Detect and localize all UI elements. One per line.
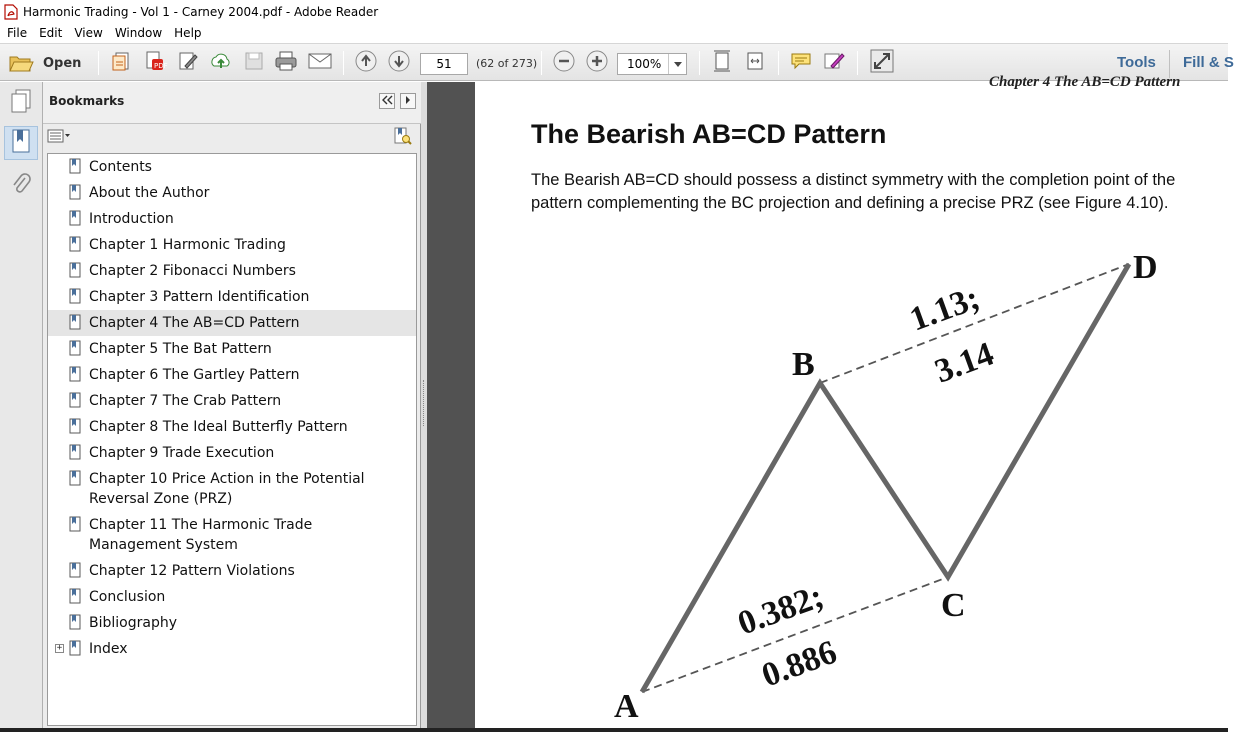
bookmark-icon xyxy=(69,614,81,630)
adobe-pdf-icon xyxy=(4,4,18,20)
arrow-up-icon xyxy=(355,50,377,77)
menu-bar xyxy=(0,23,1228,43)
bookmark-icon xyxy=(69,314,81,330)
bookmark-label: Introduction xyxy=(89,211,174,227)
point-label-d: D xyxy=(1133,249,1158,286)
toolbar-separator xyxy=(699,51,700,75)
full-screen-button[interactable] xyxy=(868,51,896,75)
bookmark-item[interactable] xyxy=(48,466,416,512)
bookmark-label: Chapter 8 The Ideal Butterfly Pattern xyxy=(89,419,348,435)
bookmark-icon xyxy=(69,516,81,532)
envelope-icon xyxy=(307,51,333,76)
bookmark-icon xyxy=(69,340,81,356)
bookmark-icon xyxy=(69,210,81,226)
ratio-ac-line2: 0.886 xyxy=(757,633,842,695)
open-label: Open xyxy=(43,55,82,71)
fit-width-icon xyxy=(744,50,766,77)
chevron-right-icon xyxy=(404,92,412,110)
svg-text:PDF: PDF xyxy=(154,61,168,70)
fit-width-button[interactable] xyxy=(742,51,768,75)
fit-page-button[interactable] xyxy=(709,51,735,75)
bookmark-icon xyxy=(69,588,81,604)
bookmark-label: Chapter 12 Pattern Violations xyxy=(89,563,295,579)
bookmark-item[interactable] xyxy=(48,284,416,310)
pdf-page xyxy=(475,74,1228,728)
bookmark-item[interactable] xyxy=(48,362,416,388)
menu-view[interactable]: View xyxy=(74,26,103,40)
attachments-button[interactable] xyxy=(4,170,38,204)
save-button[interactable] xyxy=(241,51,267,75)
zoom-out-button[interactable] xyxy=(551,51,577,75)
cloud-upload-icon xyxy=(209,50,233,77)
bookmark-item[interactable] xyxy=(48,232,416,258)
plus-circle-icon xyxy=(586,50,608,77)
speech-bubble-icon xyxy=(790,51,812,76)
bookmark-label: Index xyxy=(89,641,128,657)
expand-plus-icon[interactable]: + xyxy=(56,643,63,653)
bookmark-label: Chapter 4 The AB=CD Pattern xyxy=(89,315,300,331)
create-pdf-button[interactable] xyxy=(108,51,134,75)
navigation-rail xyxy=(0,82,43,732)
folder-icon xyxy=(8,52,34,74)
open-button[interactable] xyxy=(8,51,80,75)
bookmark-icon xyxy=(69,366,81,382)
bookmarks-toolbar xyxy=(43,124,421,152)
pencil-edit-icon xyxy=(177,50,199,77)
paperclip-icon xyxy=(10,172,32,203)
splitter-grip[interactable] xyxy=(423,380,425,426)
bookmark-icon xyxy=(69,288,81,304)
bookmark-label: Chapter 3 Pattern Identification xyxy=(89,289,310,305)
bookmark-label: Chapter 5 The Bat Pattern xyxy=(89,341,272,357)
comment-button[interactable] xyxy=(788,51,814,75)
bookmarks-header xyxy=(43,82,421,124)
bookmark-item[interactable] xyxy=(48,558,416,584)
bookmarks-list xyxy=(47,153,417,726)
tools-link[interactable]: Tools xyxy=(1117,54,1156,71)
bookmark-item[interactable] xyxy=(48,512,416,558)
bookmark-icon xyxy=(69,184,81,200)
bookmark-label: Chapter 10 Price Action in the Potential Reversal Zone (PRZ) xyxy=(89,471,365,507)
minus-circle-icon xyxy=(553,50,575,77)
point-label-c: C xyxy=(941,587,966,624)
collapse-panel-button[interactable] xyxy=(379,93,395,109)
bookmark-icon xyxy=(69,158,81,174)
title-bar xyxy=(0,0,1228,23)
bookmarks-tab-button[interactable] xyxy=(4,126,38,160)
bookmarks-panel xyxy=(43,82,421,732)
bookmark-item[interactable] xyxy=(48,414,416,440)
options-menu-button[interactable] xyxy=(47,129,73,147)
edit-button[interactable] xyxy=(175,51,201,75)
section-heading: The Bearish AB=CD Pattern xyxy=(531,119,887,149)
bookmark-label: Chapter 11 The Harmonic Trade Management System xyxy=(89,517,313,553)
toolbar-separator xyxy=(343,51,344,75)
bookmark-label: Chapter 1 Harmonic Trading xyxy=(89,237,286,253)
menu-window[interactable]: Window xyxy=(114,26,163,40)
document-area[interactable] xyxy=(427,74,1228,732)
zoom-in-button[interactable] xyxy=(584,51,610,75)
fit-page-icon xyxy=(712,50,732,77)
print-button[interactable] xyxy=(273,51,299,75)
pattern-line-abcd xyxy=(642,264,1129,692)
menu-help[interactable]: Help xyxy=(174,26,202,40)
bookmark-search-icon xyxy=(392,126,412,151)
toolbar-separator xyxy=(857,51,858,75)
toolbar-separator xyxy=(541,51,542,75)
bookmark-ribbon-icon xyxy=(10,128,32,159)
ratio-bd-line1: 1.13; xyxy=(905,279,985,339)
bookmark-label: Chapter 2 Fibonacci Numbers xyxy=(89,263,296,279)
bookmark-item[interactable] xyxy=(48,636,416,662)
bookmark-label: Chapter 9 Trade Execution xyxy=(89,445,275,461)
bookmark-label: About the Author xyxy=(89,185,210,201)
bookmark-item[interactable] xyxy=(48,310,416,336)
bookmark-icon xyxy=(69,262,81,278)
bookmark-item[interactable] xyxy=(48,258,416,284)
bookmark-icon xyxy=(69,562,81,578)
combine-files-button[interactable] xyxy=(141,51,167,75)
printer-icon xyxy=(274,50,298,77)
zoom-value: 100% xyxy=(627,57,662,71)
point-label-b: B xyxy=(792,346,815,383)
ratio-ac-line1: 0.382; xyxy=(733,577,829,643)
previous-page-button[interactable] xyxy=(353,51,379,75)
page-thumbnails-button[interactable] xyxy=(4,86,38,120)
bookmark-item[interactable] xyxy=(48,388,416,414)
bookmark-item[interactable] xyxy=(48,610,416,636)
zoom-select[interactable] xyxy=(617,53,687,75)
list-options-icon xyxy=(47,129,71,148)
bookmark-item[interactable] xyxy=(48,206,416,232)
bookmark-label: Chapter 6 The Gartley Pattern xyxy=(89,367,300,383)
menu-file[interactable]: File xyxy=(7,26,28,40)
panel-expand-button[interactable] xyxy=(400,93,416,109)
abcd-pattern-figure xyxy=(475,82,1228,728)
bookmark-icon xyxy=(69,470,81,486)
bookmark-icon xyxy=(69,444,81,460)
email-button[interactable] xyxy=(306,51,334,75)
bookmark-label: Chapter 7 The Crab Pattern xyxy=(89,393,282,409)
bookmark-label: Conclusion xyxy=(89,589,166,605)
upload-button[interactable] xyxy=(208,51,234,75)
bookmark-item[interactable] xyxy=(48,154,416,180)
bookmark-icon xyxy=(69,418,81,434)
ratio-bd-line2: 3.14 xyxy=(930,335,999,391)
running-head: Chapter 4 The AB=CD Pattern xyxy=(989,74,1181,90)
expand-arrows-icon xyxy=(870,49,894,78)
toolbar-separator xyxy=(778,51,779,75)
save-disk-icon xyxy=(244,51,264,76)
bookmark-icon xyxy=(69,392,81,408)
chevron-down-icon[interactable] xyxy=(668,54,686,74)
window-title: Harmonic Trading - Vol 1 - Carney 2004.pdf - Adobe Reader xyxy=(23,4,379,19)
bookmark-label: Bibliography xyxy=(89,615,177,631)
bookmark-item[interactable] xyxy=(48,336,416,362)
bookmark-icon xyxy=(69,236,81,252)
fill-sign-link[interactable]: Fill & S xyxy=(1183,54,1234,71)
toolbar-separator xyxy=(98,51,99,75)
bookmark-item[interactable] xyxy=(48,584,416,610)
pages-icon xyxy=(9,88,33,119)
create-pdf-icon xyxy=(110,50,132,77)
arrow-down-icon xyxy=(388,50,410,77)
body-paragraph: The Bearish AB=CD should possess a distinct symmetry with the completion point of the pattern complementing the BC projection and defining a precise PRZ (see Figure 4.10). xyxy=(531,171,1176,212)
menu-edit[interactable]: Edit xyxy=(39,26,63,40)
highlight-pen-icon xyxy=(823,50,845,77)
next-page-button[interactable] xyxy=(386,51,412,75)
page-count: (62 of 273) xyxy=(476,57,538,70)
point-label-a: A xyxy=(614,688,639,725)
window-bottom-edge xyxy=(0,728,1228,732)
combine-pdf-icon xyxy=(143,50,168,77)
bookmarks-title: Bookmarks xyxy=(49,94,125,108)
double-chevron-left-icon xyxy=(381,92,393,110)
bookmark-label: Contents xyxy=(89,159,152,175)
bookmark-item[interactable] xyxy=(48,180,416,206)
find-bookmark-button[interactable] xyxy=(391,128,413,148)
bookmark-icon xyxy=(69,640,81,656)
page-number-input[interactable] xyxy=(420,53,468,75)
highlight-button[interactable] xyxy=(821,51,847,75)
bookmark-item[interactable] xyxy=(48,440,416,466)
